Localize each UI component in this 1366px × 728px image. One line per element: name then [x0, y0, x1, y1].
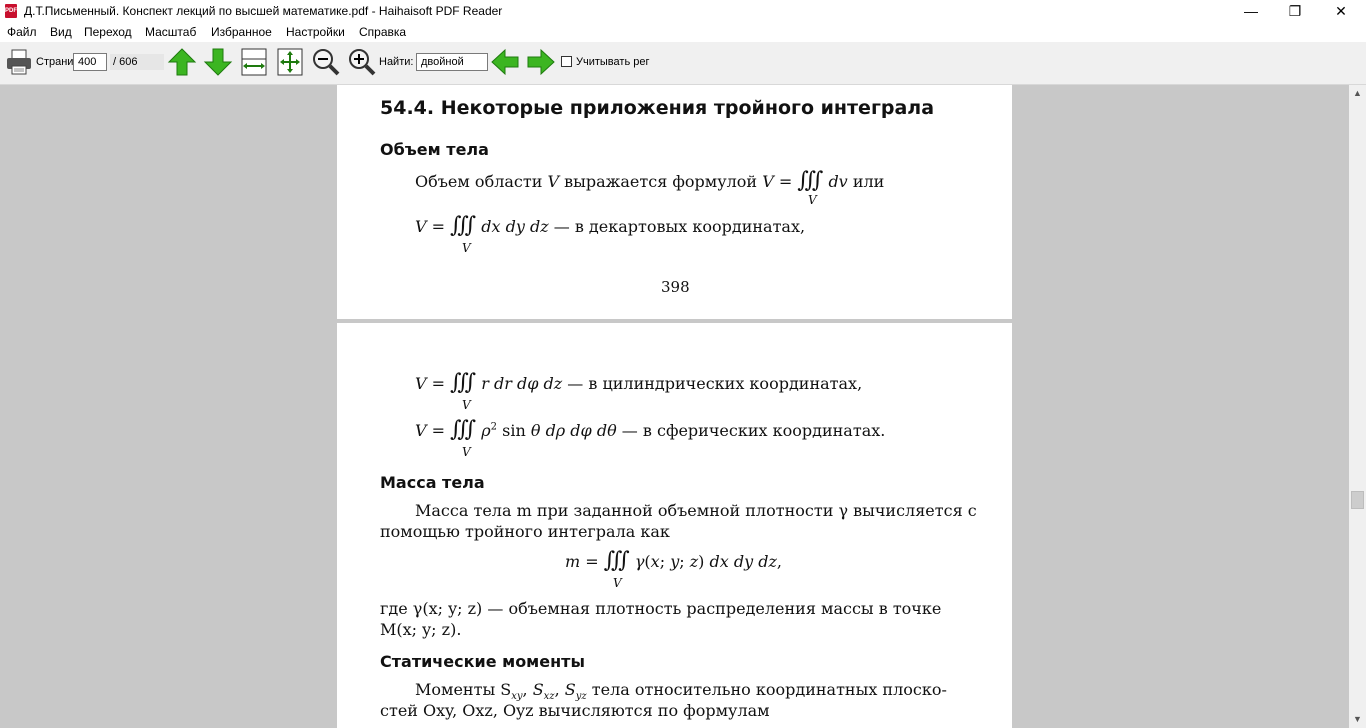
pdf-page-399: [337, 323, 1012, 728]
integral-subscript: V: [462, 241, 471, 255]
menu-favorites[interactable]: Избранное: [211, 25, 272, 39]
title-bar: [0, 0, 1366, 23]
toolbar: [0, 42, 1366, 85]
match-case-checkbox[interactable]: [561, 56, 572, 67]
arrow-left-icon[interactable]: [490, 47, 520, 77]
zoom-out-icon[interactable]: [311, 47, 341, 77]
integral-subscript: V: [462, 398, 471, 412]
moments-paragraph-1: Моменты $S_{xy}$, $S_{xz}$, $S_{yz}$ тела относительно координатных плоско-: [415, 680, 947, 703]
volume-text-2: V = ∭ dx dy dz — в декартовых координатах,: [415, 213, 806, 238]
arrow-right-icon[interactable]: [526, 47, 556, 77]
close-button[interactable]: ✕: [1335, 3, 1347, 19]
subheading-volume: Объем тела: [380, 140, 489, 159]
integral-subscript: V: [462, 445, 471, 459]
cylindrical-line: V = ∭ r dr dφ dz — в цилиндрических координатах,: [415, 370, 863, 395]
moments-text-a: Моменты S: [415, 680, 512, 699]
pdf-page-398: [337, 85, 1012, 319]
page-total: / 606: [110, 54, 164, 70]
cylindrical-text: — в цилиндрических координатах,: [567, 374, 863, 393]
page-number: 398: [661, 278, 690, 296]
mass-paragraph-2: помощью тройного интеграла как: [380, 522, 670, 541]
subheading-mass: Масса тела: [380, 473, 485, 492]
fit-page-icon[interactable]: [275, 47, 305, 77]
spherical-text: — в сферических координатах.: [621, 421, 886, 440]
mass-formula: m = ∭ γ(x; y; z) dx dy dz,: [565, 548, 782, 573]
density-paragraph-2: M(x; y; z).: [380, 620, 462, 639]
find-label: Найти:: [379, 56, 414, 68]
arrow-up-icon[interactable]: [167, 47, 197, 77]
menu-bar: [0, 23, 1366, 42]
page-label: Страни: [36, 56, 74, 68]
fit-width-icon[interactable]: [239, 47, 269, 77]
scroll-down-icon[interactable]: ▼: [1353, 714, 1362, 724]
minimize-button[interactable]: —: [1244, 3, 1258, 19]
mass-paragraph-1: Масса тела m при заданной объемной плотности γ вычисляется с: [415, 501, 977, 520]
menu-settings[interactable]: Настройки: [286, 25, 345, 39]
vertical-scrollbar[interactable]: [1349, 85, 1366, 728]
arrow-down-icon[interactable]: [203, 47, 233, 77]
menu-go[interactable]: Переход: [84, 25, 132, 39]
printer-icon[interactable]: [4, 47, 34, 77]
document-viewer[interactable]: [0, 85, 1349, 728]
integral-subscript: V: [808, 193, 817, 207]
spherical-line: V = ∭ $\rho^2$ sin θ dρ dφ dθ — в сферических координатах.: [415, 417, 886, 442]
section-heading: 54.4. Некоторые приложения тройного интеграла: [380, 97, 935, 119]
density-paragraph-1: где γ(x; y; z) — объемная плотность распределения массы в точке: [380, 599, 942, 618]
restore-button[interactable]: ❐: [1288, 3, 1302, 19]
pdf-app-icon: PDF: [5, 4, 17, 18]
menu-zoom[interactable]: Масштаб: [145, 25, 197, 39]
volume-text-1c: или: [852, 172, 885, 191]
menu-help[interactable]: Справка: [359, 25, 407, 39]
menu-file[interactable]: Файл: [7, 25, 37, 39]
volume-text-2a: — в декартовых координатах,: [553, 217, 806, 236]
page-number-input[interactable]: [73, 53, 107, 71]
moments-paragraph-2: стей Oxy, Oxz, Oyz вычисляются по формулам: [380, 701, 770, 720]
subheading-static-moments: Статические моменты: [380, 652, 585, 671]
scroll-up-icon[interactable]: ▲: [1353, 88, 1362, 98]
match-case-label: Учитывать рег: [576, 56, 650, 68]
integral-subscript: V: [613, 576, 622, 590]
find-input[interactable]: [416, 53, 488, 71]
window-title: Д.Т.Письменный. Конспект лекций по высшей математике.pdf - Haihaisoft PDF Reader: [24, 4, 503, 18]
scroll-thumb[interactable]: [1351, 491, 1364, 509]
zoom-in-icon[interactable]: [347, 47, 377, 77]
menu-view[interactable]: Вид: [50, 25, 72, 39]
volume-text-1a: Объем области: [415, 172, 543, 191]
volume-text-1: Объем области V выражается формулой V = ∭ dv или: [415, 168, 885, 193]
volume-text-1b: выражается формулой: [564, 172, 758, 191]
